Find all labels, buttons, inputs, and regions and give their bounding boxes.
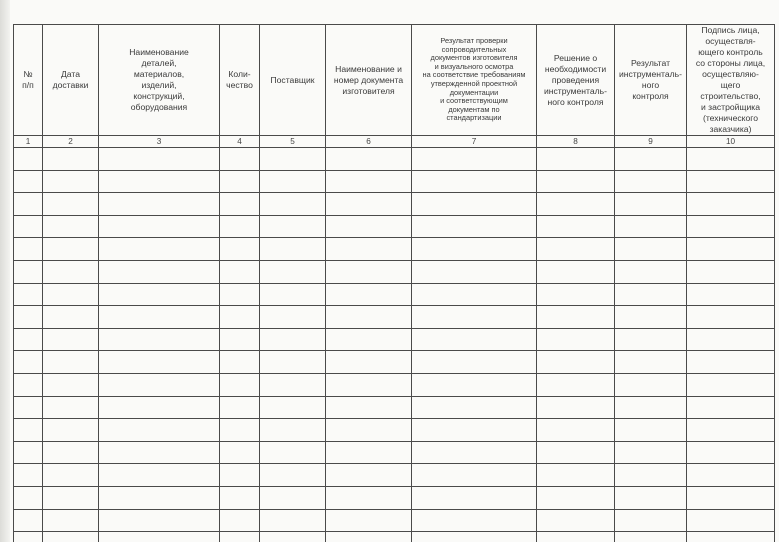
table-cell[interactable] xyxy=(687,283,775,306)
table-cell[interactable] xyxy=(412,441,537,464)
table-row xyxy=(14,509,775,532)
table-cell[interactable] xyxy=(43,148,99,171)
table-cell[interactable] xyxy=(220,486,260,509)
table-cell[interactable] xyxy=(687,532,775,542)
table-cell[interactable] xyxy=(43,419,99,442)
table-cell[interactable] xyxy=(412,464,537,487)
table-cell[interactable] xyxy=(99,373,220,396)
table-cell[interactable] xyxy=(99,419,220,442)
table-cell[interactable] xyxy=(687,215,775,238)
column-number: 1 xyxy=(14,136,43,148)
table-cell[interactable] xyxy=(687,306,775,329)
table-cell[interactable] xyxy=(220,148,260,171)
table-cell[interactable] xyxy=(260,148,326,171)
table-cell[interactable] xyxy=(537,532,615,542)
table-cell[interactable] xyxy=(43,441,99,464)
table-cell[interactable] xyxy=(687,351,775,374)
table-cell[interactable] xyxy=(412,351,537,374)
table-cell[interactable] xyxy=(326,373,412,396)
table-cell[interactable] xyxy=(14,373,43,396)
header-cell-delivery-date: Дата доставки xyxy=(43,25,99,136)
table-cell[interactable] xyxy=(615,238,687,261)
table-cell[interactable] xyxy=(260,441,326,464)
table-row xyxy=(14,306,775,329)
table-row xyxy=(14,215,775,238)
column-number: 10 xyxy=(687,136,775,148)
table-cell[interactable] xyxy=(687,373,775,396)
table-row xyxy=(14,373,775,396)
table-cell[interactable] xyxy=(99,532,220,542)
table-cell[interactable] xyxy=(220,238,260,261)
table-cell[interactable] xyxy=(220,351,260,374)
table-cell[interactable] xyxy=(537,419,615,442)
table-cell[interactable] xyxy=(43,532,99,542)
table-cell[interactable] xyxy=(220,215,260,238)
table-cell[interactable] xyxy=(537,396,615,419)
table-row xyxy=(14,419,775,442)
table-cell[interactable] xyxy=(99,193,220,216)
table-cell[interactable] xyxy=(220,260,260,283)
table-row xyxy=(14,238,775,261)
header-cell-instrumental-decision: Решение о необходимости проведения инструменталь- ного контроля xyxy=(537,25,615,136)
table-cell[interactable] xyxy=(220,464,260,487)
table-cell[interactable] xyxy=(537,260,615,283)
page-edge-shadow xyxy=(0,0,10,542)
table-cell[interactable] xyxy=(412,148,537,171)
table-cell[interactable] xyxy=(99,441,220,464)
table-row xyxy=(14,351,775,374)
table-cell[interactable] xyxy=(537,283,615,306)
table-cell[interactable] xyxy=(260,215,326,238)
table-cell[interactable] xyxy=(326,328,412,351)
table-row xyxy=(14,532,775,542)
table-cell[interactable] xyxy=(687,396,775,419)
table-cell[interactable] xyxy=(14,351,43,374)
table-cell[interactable] xyxy=(615,328,687,351)
table-cell[interactable] xyxy=(615,283,687,306)
table-row xyxy=(14,148,775,171)
table-cell[interactable] xyxy=(326,441,412,464)
table-cell[interactable] xyxy=(14,396,43,419)
table-row xyxy=(14,328,775,351)
table-cell[interactable] xyxy=(43,396,99,419)
table-cell[interactable] xyxy=(220,328,260,351)
table-cell[interactable] xyxy=(260,373,326,396)
table-cell[interactable] xyxy=(99,509,220,532)
table-cell[interactable] xyxy=(220,306,260,329)
table-cell[interactable] xyxy=(326,306,412,329)
table-cell[interactable] xyxy=(615,306,687,329)
table-cell[interactable] xyxy=(326,464,412,487)
table-cell[interactable] xyxy=(326,283,412,306)
table-cell[interactable] xyxy=(615,215,687,238)
table-cell[interactable] xyxy=(537,170,615,193)
table-cell[interactable] xyxy=(615,396,687,419)
table-cell[interactable] xyxy=(220,373,260,396)
table-cell[interactable] xyxy=(412,373,537,396)
table-cell[interactable] xyxy=(326,170,412,193)
table-cell[interactable] xyxy=(43,486,99,509)
table-cell[interactable] xyxy=(412,396,537,419)
table-cell[interactable] xyxy=(14,419,43,442)
table-cell[interactable] xyxy=(326,193,412,216)
table-cell[interactable] xyxy=(615,419,687,442)
table-cell[interactable] xyxy=(687,170,775,193)
table-cell[interactable] xyxy=(43,260,99,283)
table-cell[interactable] xyxy=(43,328,99,351)
table-cell[interactable] xyxy=(260,193,326,216)
table-cell[interactable] xyxy=(43,215,99,238)
table-cell[interactable] xyxy=(99,170,220,193)
table-cell[interactable] xyxy=(412,193,537,216)
table-cell[interactable] xyxy=(99,215,220,238)
table-cell[interactable] xyxy=(615,351,687,374)
table-cell[interactable] xyxy=(615,532,687,542)
column-number: 6 xyxy=(326,136,412,148)
table-cell[interactable] xyxy=(99,238,220,261)
table-cell[interactable] xyxy=(14,486,43,509)
table-cell[interactable] xyxy=(537,238,615,261)
table-cell[interactable] xyxy=(687,148,775,171)
table-cell[interactable] xyxy=(43,351,99,374)
table-cell[interactable] xyxy=(99,486,220,509)
header-row xyxy=(14,25,775,136)
table-row xyxy=(14,193,775,216)
table-cell[interactable] xyxy=(99,306,220,329)
table-cell[interactable] xyxy=(14,328,43,351)
table-cell[interactable] xyxy=(326,148,412,171)
table-cell[interactable] xyxy=(412,486,537,509)
incoming-control-table xyxy=(13,24,775,542)
table-cell[interactable] xyxy=(326,351,412,374)
table-cell[interactable] xyxy=(14,170,43,193)
table-cell[interactable] xyxy=(687,441,775,464)
table-cell[interactable] xyxy=(260,238,326,261)
table-cell[interactable] xyxy=(14,509,43,532)
header-cell-number: № п/п xyxy=(14,25,43,136)
table-row xyxy=(14,441,775,464)
header-cell-signature: Подпись лица, осуществля- ющего контроль со стороны лица, осуществляю- щего строительство, и застройщика (технического заказчика) xyxy=(687,25,775,136)
table-cell[interactable] xyxy=(412,170,537,193)
table-cell[interactable] xyxy=(220,283,260,306)
table-cell[interactable] xyxy=(326,396,412,419)
table-cell[interactable] xyxy=(260,532,326,542)
table-cell[interactable] xyxy=(615,170,687,193)
table-cell[interactable] xyxy=(537,306,615,329)
table-cell[interactable] xyxy=(412,532,537,542)
table-cell[interactable] xyxy=(537,351,615,374)
table-cell[interactable] xyxy=(43,283,99,306)
table-cell[interactable] xyxy=(687,464,775,487)
table-cell[interactable] xyxy=(99,260,220,283)
table-cell[interactable] xyxy=(326,238,412,261)
header-cell-quantity: Коли- чество xyxy=(220,25,260,136)
table-cell[interactable] xyxy=(220,532,260,542)
table-cell[interactable] xyxy=(687,509,775,532)
table-cell[interactable] xyxy=(537,373,615,396)
table-cell[interactable] xyxy=(687,238,775,261)
table-cell[interactable] xyxy=(14,441,43,464)
table-cell[interactable] xyxy=(14,464,43,487)
table-cell[interactable] xyxy=(687,193,775,216)
table-cell[interactable] xyxy=(43,193,99,216)
table-cell[interactable] xyxy=(326,509,412,532)
table-cell[interactable] xyxy=(687,328,775,351)
table-cell[interactable] xyxy=(220,193,260,216)
table-cell[interactable] xyxy=(14,148,43,171)
header-cell-supplier: Поставщик xyxy=(260,25,326,136)
table-cell[interactable] xyxy=(537,441,615,464)
table-cell[interactable] xyxy=(220,441,260,464)
table-cell[interactable] xyxy=(220,396,260,419)
table-cell[interactable] xyxy=(326,215,412,238)
table-cell[interactable] xyxy=(615,441,687,464)
table-body xyxy=(14,148,775,542)
table-cell[interactable] xyxy=(260,306,326,329)
column-number-row xyxy=(14,136,775,148)
table-cell[interactable] xyxy=(537,464,615,487)
table-cell[interactable] xyxy=(43,509,99,532)
column-number: 2 xyxy=(43,136,99,148)
table-cell[interactable] xyxy=(615,464,687,487)
table-cell[interactable] xyxy=(43,170,99,193)
table-cell[interactable] xyxy=(260,486,326,509)
table-row xyxy=(14,464,775,487)
table-cell[interactable] xyxy=(260,419,326,442)
table-row xyxy=(14,283,775,306)
table-cell[interactable] xyxy=(615,260,687,283)
table-cell[interactable] xyxy=(326,532,412,542)
table-cell[interactable] xyxy=(615,373,687,396)
table-cell[interactable] xyxy=(220,509,260,532)
header-cell-instrumental-result: Результат инструменталь- ного контроля xyxy=(615,25,687,136)
column-number: 5 xyxy=(260,136,326,148)
table-cell[interactable] xyxy=(260,170,326,193)
table-cell[interactable] xyxy=(412,419,537,442)
column-number: 3 xyxy=(99,136,220,148)
table-row xyxy=(14,260,775,283)
table-cell[interactable] xyxy=(260,283,326,306)
table-cell[interactable] xyxy=(412,306,537,329)
table-cell[interactable] xyxy=(537,215,615,238)
table-cell[interactable] xyxy=(687,486,775,509)
column-number: 4 xyxy=(220,136,260,148)
table-cell[interactable] xyxy=(99,283,220,306)
table-cell[interactable] xyxy=(412,215,537,238)
table-cell[interactable] xyxy=(14,283,43,306)
table-row xyxy=(14,170,775,193)
table-cell[interactable] xyxy=(412,328,537,351)
table-cell[interactable] xyxy=(99,464,220,487)
table-cell[interactable] xyxy=(260,464,326,487)
table-row xyxy=(14,396,775,419)
table-cell[interactable] xyxy=(412,509,537,532)
table-cell[interactable] xyxy=(220,170,260,193)
table-cell[interactable] xyxy=(412,283,537,306)
column-number: 9 xyxy=(615,136,687,148)
table-cell[interactable] xyxy=(326,260,412,283)
column-number: 7 xyxy=(412,136,537,148)
table-cell[interactable] xyxy=(220,419,260,442)
table-cell[interactable] xyxy=(537,193,615,216)
table-cell[interactable] xyxy=(99,148,220,171)
table-cell[interactable] xyxy=(99,351,220,374)
table-cell[interactable] xyxy=(260,260,326,283)
table-row xyxy=(14,486,775,509)
table-cell[interactable] xyxy=(43,306,99,329)
table-cell[interactable] xyxy=(687,260,775,283)
table-cell[interactable] xyxy=(14,238,43,261)
table-cell[interactable] xyxy=(537,328,615,351)
table-cell[interactable] xyxy=(326,486,412,509)
table-cell[interactable] xyxy=(615,486,687,509)
table-cell[interactable] xyxy=(615,509,687,532)
table-cell[interactable] xyxy=(260,328,326,351)
table-cell[interactable] xyxy=(615,193,687,216)
table-cell[interactable] xyxy=(43,464,99,487)
header-cell-item-name: Наименование деталей, материалов, изделий, конструкций, оборудования xyxy=(99,25,220,136)
table-cell[interactable] xyxy=(326,419,412,442)
table-cell[interactable] xyxy=(687,419,775,442)
table-cell[interactable] xyxy=(615,148,687,171)
table-cell[interactable] xyxy=(537,509,615,532)
table-cell[interactable] xyxy=(537,486,615,509)
table-cell[interactable] xyxy=(260,351,326,374)
table-cell[interactable] xyxy=(99,396,220,419)
table-cell[interactable] xyxy=(412,260,537,283)
table-cell[interactable] xyxy=(260,396,326,419)
table-cell[interactable] xyxy=(14,215,43,238)
column-number: 8 xyxy=(537,136,615,148)
table-cell[interactable] xyxy=(412,238,537,261)
table-cell[interactable] xyxy=(14,306,43,329)
table-cell[interactable] xyxy=(14,260,43,283)
table-cell[interactable] xyxy=(43,238,99,261)
table-cell[interactable] xyxy=(43,373,99,396)
table-cell[interactable] xyxy=(260,509,326,532)
header-cell-manufacturer-document: Наименование и номер документа изготовителя xyxy=(326,25,412,136)
header-cell-inspection-result: Результат проверки сопроводительных документов изготовителя и визуального осмотра на соответствие требованиям утвержденной проектной документации и соответствующим документам по стандартизации xyxy=(412,25,537,136)
table-cell[interactable] xyxy=(14,532,43,542)
table-cell[interactable] xyxy=(99,328,220,351)
table-cell[interactable] xyxy=(14,193,43,216)
table-cell[interactable] xyxy=(537,148,615,171)
